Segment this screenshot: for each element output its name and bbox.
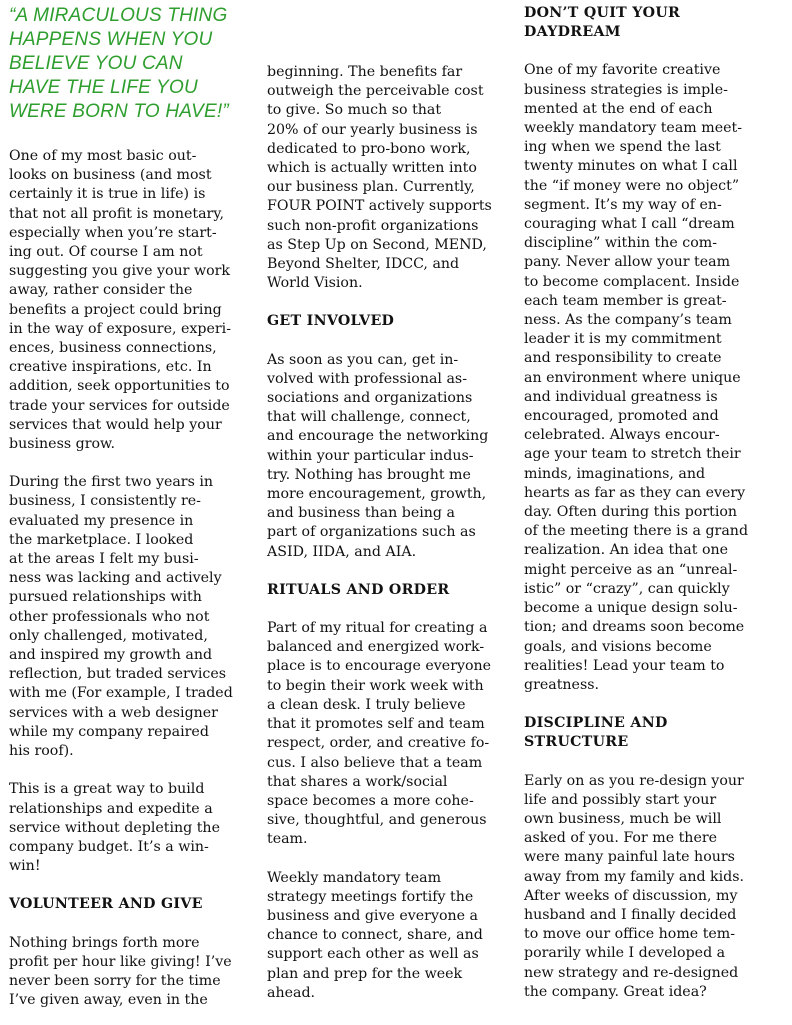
- heading-rituals-and-order: RITUALS AND ORDER: [267, 581, 450, 598]
- paragraph-weekly-meetings: Weekly mandatory team strategy meetings fortify the business and give everyone a chance to connect, share, and support each other as well as plan and prep for the week ahead.: [267, 869, 483, 1001]
- pull-quote: “A MIRACULOUS THING HAPPENS WHEN YOU BELIEVE YOU CAN HAVE THE LIFE YOU WERE BORN TO HAVE!”: [9, 5, 229, 122]
- heading-discipline-and-structure: DISCIPLINE AND STRUCTURE: [524, 715, 668, 751]
- paragraph-first-two-years: During the first two years in business, I consistently re- evaluated my presence in the marketplace. I looked at the areas I felt my busi- ness was lacking and actively pursued relationships with other professionals who not only challenged, motivated, and inspired my growth and reflection, but traded services with me (For example, I traded services with a web designer while my company repaired his roof).: [9, 474, 233, 760]
- paragraph-basic-outlooks: One of my most basic out- looks on business (and most certainly it is true in life) is that not all profit is monetary, especially when you’re start- ing out. Of course I am not suggesting you give your work away, rather consider the benefits a project could bring in the way of exposure, experi- ences, business connections, creative inspirations, etc. In addition, seek opportunities to trade your services for outside services that would help your business grow.: [9, 148, 231, 453]
- heading-volunteer-and-give: VOLUNTEER AND GIVE: [9, 896, 203, 913]
- column-middle: [267, 0, 513, 1003]
- paragraph-early-on: Early on as you re-design your life and possibly start your own business, much be will asked of you. For me there were many painful late hours away from my family and kids. After weeks of discussion, my husband and I finally decided to move our office home tem- porarily while I developed a new strategy and re-designed the company. Great idea?: [524, 772, 745, 1000]
- paragraph-creative-strategies: One of my favorite creative business strategies is imple- mented at the end of each weekly mandatory team meet- ing when we spend the last twenty minutes on what I call the “if money were no object” segment. It’s my way of en- couraging what I call “dream discipline” within the com- pany. Never allow your team to become complacent. Inside each team member is great- ness. As the company’s team leader it is my commitment and responsibility to create an environment where unique and individual greatness is encouraged, promoted and celebrated. Always encour- age your team to stretch their minds, imaginations, and hearts as far as they can every day. Often during this portion of the meeting there is a grand realization. An idea that one might perceive as an “unreal- istic” or “crazy”, can quickly become a unique design solu- tion; and dreams soon become goals, and visions become realities! Lead your team to greatness.: [524, 62, 749, 693]
- heading-get-involved: GET INVOLVED: [267, 313, 395, 330]
- paragraph-great-way: This is a great way to build relationships and expedite a service without depleting the company budget. It’s a win- win!: [9, 781, 220, 875]
- paragraph-giving: Nothing brings forth more profit per hour like giving! I’ve never been sorry for the time I’ve given away, even in the: [9, 934, 232, 1009]
- column-left: [9, 0, 253, 1010]
- column-right: [524, 0, 780, 1002]
- paragraph-ritual: Part of my ritual for creating a balanced and energized work- place is to encourage everyone to begin their work week with a clean desk. I truly believe that it promotes self and team respect, order, and creative fo- cus. I also believe that a team that shares a work/social space becomes a more cohe- sive, thoughtful, and generous team.: [267, 620, 492, 848]
- paragraph-benefits: beginning. The benefits far outweigh the perceivable cost to give. So much so that 20% of our yearly business is dedicated to pro-bono work, which is actually written into our business plan. Currently, FOUR POINT actively supports such non-profit organizations as Step Up on Second, MEND, Beyond Shelter, IDCC, and World Vision.: [267, 64, 492, 292]
- paragraph-get-involved: As soon as you can, get in- volved with professional as- sociations and organizations that will challenge, connect, and encourage the networking within your particular indus- try. Nothing has brought me more encouragement, growth, and business than being a part of organizations such as ASID, IIDA, and AIA.: [267, 351, 489, 560]
- heading-dont-quit-your-daydream: DON’T QUIT YOUR DAYDREAM: [524, 5, 681, 41]
